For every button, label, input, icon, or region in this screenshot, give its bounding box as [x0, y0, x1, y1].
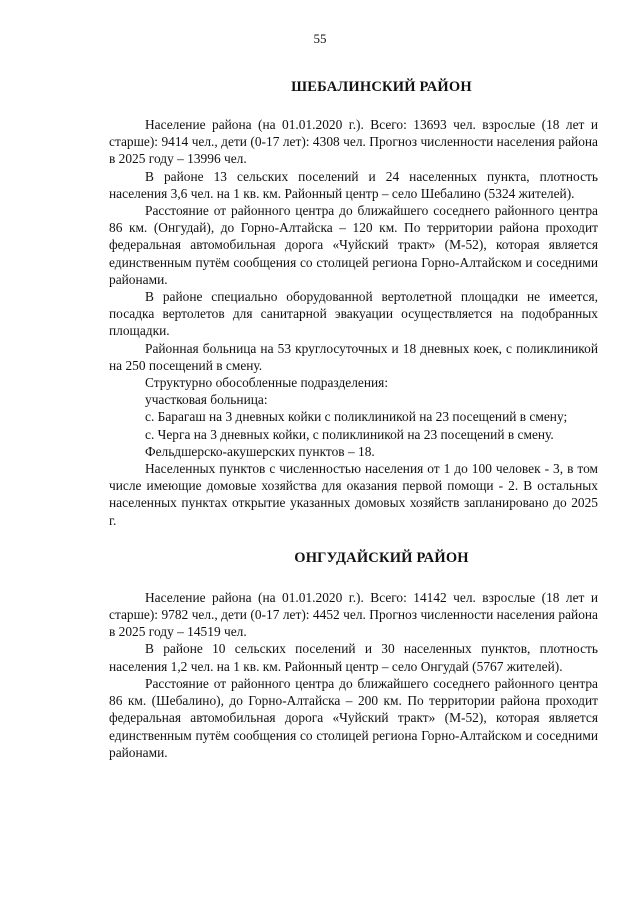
- page-number: 55: [313, 31, 327, 46]
- paragraph-hospital: Районная больница на 53 круглосуточных и 18 дневных коек, с поликлиникой на 250 посещений в смену.: [109, 340, 598, 373]
- paragraph-helipad: В районе специально оборудованной вертолетной площадки не имеется, посадка вертолетов для санитарной эвакуации осуществляется на подобранных площадки.: [109, 289, 598, 339]
- paragraph-subdivisions: Структурно обособленные подразделения:: [145, 375, 389, 391]
- paragraph-distance: Расстояние от районного центра до ближайшего соседнего районного центра 86 км. (Онгудай), до Горно-Алтайска – 120 км. По территории района проходит федеральная автомобильная дорога «Чуйский тракт» (М-52), которая является единственным путём сообщения со столицей региона Горно-Алтайском и соседними районами.: [109, 203, 598, 287]
- paragraph-settlements: В районе 13 сельских поселений и 24 населенных пункта, плотность населения 3,6 чел. на 1 кв. км. Районный центр – село Шебалино (5324 жителей).: [109, 168, 598, 201]
- section-heading-shebalinsky: ШЕБАЛИНСКИЙ РАЙОН: [291, 79, 472, 95]
- paragraph-settlements-2: В районе 10 сельских поселений и 30 населенных пунктов, плотность населения 1,2 чел. на 1 кв. км. Районный центр – село Онгудай (5767 жителей).: [109, 641, 598, 674]
- paragraph-baragash: с. Барагаш на 3 дневных койки с поликлиникой на 23 посещений в смену;: [145, 409, 568, 425]
- section-heading-ongudaysky: ОНГУДАЙСКИЙ РАЙОН: [294, 549, 469, 566]
- document-body: [109, 78, 598, 761]
- paragraph-distance-2: Расстояние от районного центра до ближайшего соседнего районного центра 86 км. (Шебалино), до Горно-Алтайска – 200 км. По территории района проходит федеральная автомобильная дорога «Чуйский тракт» (М-52), которая является единственным путём сообщения со столицей региона Горно-Алтайском и соседними районами.: [109, 675, 598, 760]
- paragraph-small-settlements: Населенных пунктов с численностью населения от 1 до 100 человек - 3, в том числе имеющие домовые хозяйства для оказания первой помощи - 2. В остальных населенных пунктах открытие указанных домовых хозяйств запланировано до 2025 г.: [109, 461, 598, 528]
- paragraph-population: Население района (на 01.01.2020 г.). Всего: 13693 чел. взрослые (18 лет и старше): 9414 чел., дети (0-17 лет): 4308 чел. Прогноз численности населения района в 2025 году – 13996 чел.: [109, 117, 598, 167]
- paragraph-population-2: Население района (на 01.01.2020 г.). Всего: 14142 чел. взрослые (18 лет и старше): 9782 чел., дети (0-17 лет): 4452 чел. Прогноз численности населения района в 2025 году – 14519 чел.: [109, 589, 598, 640]
- paragraph-feldsher-points: Фельдшерско-акушерских пунктов – 18.: [145, 443, 375, 459]
- paragraph-cherga: с. Черга на 3 дневных койки, с поликлиникой на 23 посещений в смену.: [145, 426, 554, 442]
- paragraph-district-hospital: участковая больница:: [145, 392, 268, 408]
